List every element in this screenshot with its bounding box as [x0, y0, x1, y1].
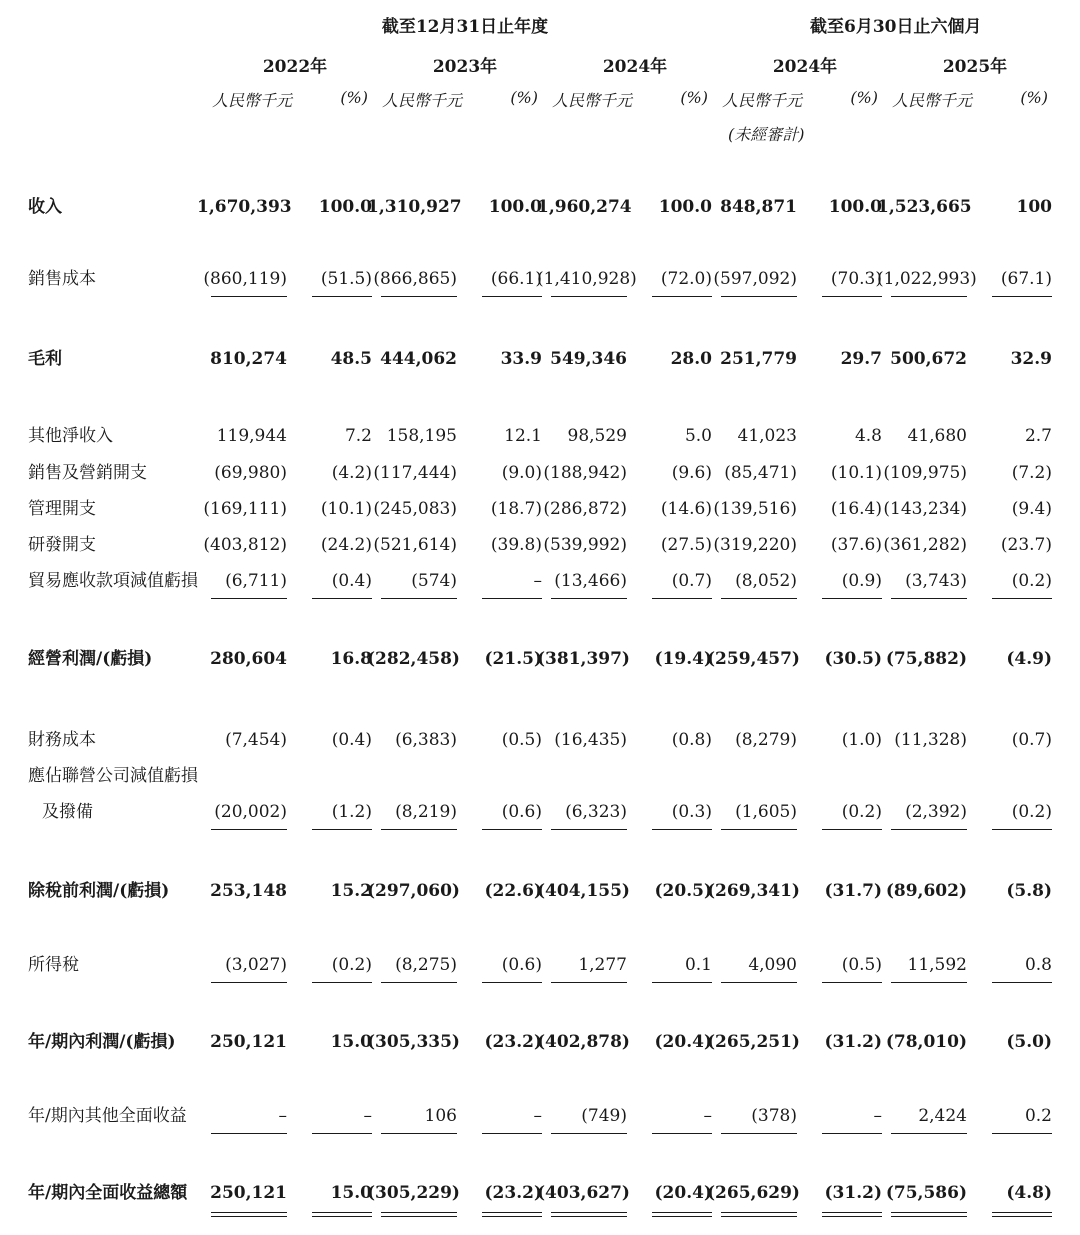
amount-cell: (8,219) — [395, 802, 457, 822]
underline — [482, 598, 542, 599]
header-year-2025-h1: 2025年 — [942, 57, 1008, 77]
percent-cell: 32.9 — [1010, 349, 1052, 369]
percent-cell: (0.4) — [331, 730, 372, 750]
percent-cell: (7.2) — [1011, 463, 1052, 483]
unit-rmb-2024-h1: 人民幣千元 — [722, 91, 803, 110]
header-year-2024-h1: 2024年 — [772, 57, 838, 77]
percent-cell: 5.0 — [684, 426, 712, 446]
percent-cell: (0.2) — [841, 802, 882, 822]
underline — [992, 982, 1052, 983]
row-label: 收入 — [28, 197, 62, 217]
amount-cell: (6,383) — [395, 730, 457, 750]
percent-cell: 0.8 — [1024, 955, 1052, 975]
percent-cell: 100.0 — [658, 197, 712, 217]
amount-cell: (89,602) — [885, 881, 967, 901]
amount-cell: 98,529 — [567, 426, 627, 446]
row-label: 所得稅 — [28, 955, 79, 975]
amount-cell: (403,812) — [203, 535, 287, 555]
amount-cell: (16,435) — [554, 730, 627, 750]
underline — [211, 829, 287, 830]
underline — [822, 296, 882, 297]
table-row-impairment-trade-receivables — [0, 566, 1080, 596]
amount-cell: (597,092) — [713, 269, 797, 289]
percent-cell: (10.1) — [830, 463, 882, 483]
amount-cell: (539,992) — [543, 535, 627, 555]
underline — [211, 598, 287, 599]
percent-cell: 15.0 — [330, 1183, 372, 1203]
underline — [381, 1133, 457, 1134]
percent-cell: (20.4) — [654, 1183, 712, 1203]
amount-cell: (866,865) — [373, 269, 457, 289]
percent-cell: 15.0 — [330, 1032, 372, 1052]
percent-cell: (37.6) — [830, 535, 882, 555]
amount-cell: (169,111) — [203, 499, 287, 519]
underline — [312, 982, 372, 983]
percent-cell: (0.7) — [1011, 730, 1052, 750]
amount-cell: (404,155) — [537, 881, 630, 901]
underline — [551, 296, 627, 297]
percent-cell: 100 — [1016, 197, 1052, 217]
percent-cell: (1.0) — [841, 730, 882, 750]
table-row-selling-expenses — [0, 458, 1080, 488]
amount-cell: (265,629) — [707, 1183, 800, 1203]
percent-cell: 12.1 — [504, 426, 542, 446]
amount-cell: (305,335) — [367, 1032, 460, 1052]
amount-cell: (574) — [411, 571, 457, 591]
underline — [381, 982, 457, 983]
double-underline — [551, 1212, 627, 1217]
percent-cell: (70.3) — [830, 269, 882, 289]
unit-rmb-2022: 人民幣千元 — [212, 91, 293, 110]
row-label: 年/期內其他全面收益 — [28, 1106, 187, 1126]
double-underline — [312, 1212, 372, 1217]
underline — [721, 598, 797, 599]
amount-cell: (20,002) — [214, 802, 287, 822]
double-underline — [721, 1212, 797, 1217]
row-label: 其他淨收入 — [28, 426, 113, 446]
percent-cell: (23.2) — [484, 1183, 542, 1203]
amount-cell: (8,052) — [735, 571, 797, 591]
row-label: 毛利 — [28, 349, 62, 369]
header-six-month-group: 截至6月30日止六個月 — [810, 17, 982, 37]
underline — [312, 296, 372, 297]
percent-cell: 100.0 — [488, 197, 542, 217]
percent-cell: (66.1) — [490, 269, 542, 289]
underline — [721, 829, 797, 830]
percent-cell: (31.2) — [824, 1183, 882, 1203]
percent-cell: 7.2 — [344, 426, 372, 446]
underline — [822, 829, 882, 830]
underline — [312, 829, 372, 830]
percent-cell: 29.7 — [840, 349, 882, 369]
underline — [992, 598, 1052, 599]
amount-cell: 810,274 — [210, 349, 287, 369]
row-label: 年/期內利潤/(虧損) — [28, 1032, 176, 1052]
percent-cell: (23.7) — [1000, 535, 1052, 555]
table-row-cost-of-sales — [0, 264, 1080, 294]
amount-cell: (2,392) — [905, 802, 967, 822]
underline — [652, 982, 712, 983]
double-underline — [482, 1212, 542, 1217]
underline — [211, 296, 287, 297]
amount-cell: (3,743) — [905, 571, 967, 591]
underline — [551, 829, 627, 830]
underline — [482, 1133, 542, 1134]
amount-cell: 1,670,393 — [197, 197, 292, 217]
amount-cell: 500,672 — [890, 349, 967, 369]
percent-cell: (0.3) — [671, 802, 712, 822]
percent-cell: 16.8 — [330, 649, 372, 669]
percent-cell: (0.6) — [501, 802, 542, 822]
percent-cell: (4.9) — [1006, 649, 1052, 669]
percent-cell: (4.2) — [331, 463, 372, 483]
unit-pct-2024-h1: (%) — [850, 88, 878, 107]
percent-cell: (51.5) — [320, 269, 372, 289]
underline — [482, 982, 542, 983]
underline — [992, 1133, 1052, 1134]
amount-cell: (378) — [751, 1106, 797, 1126]
table-row-income-tax — [0, 950, 1080, 980]
underline — [652, 829, 712, 830]
double-underline — [822, 1212, 882, 1217]
row-label: 應佔聯營公司減值虧損 — [28, 766, 198, 786]
amount-cell: (286,872) — [543, 499, 627, 519]
underline — [211, 982, 287, 983]
amount-cell: 4,090 — [748, 955, 797, 975]
percent-cell: (18.7) — [490, 499, 542, 519]
percent-cell: 100.0 — [828, 197, 882, 217]
amount-cell: (3,027) — [225, 955, 287, 975]
underline — [482, 296, 542, 297]
underline — [652, 1133, 712, 1134]
underline — [721, 982, 797, 983]
amount-cell: 251,779 — [720, 349, 797, 369]
percent-cell: (31.2) — [824, 1032, 882, 1052]
percent-cell: (0.5) — [501, 730, 542, 750]
percent-cell: 0.1 — [684, 955, 712, 975]
amount-cell: (361,282) — [883, 535, 967, 555]
row-label: 經營利潤/(虧損) — [28, 649, 153, 669]
percent-cell: (0.2) — [1011, 571, 1052, 591]
percent-cell: (9.6) — [671, 463, 712, 483]
amount-cell: (1,410,928) — [537, 269, 637, 289]
underline — [891, 829, 967, 830]
percent-cell: – — [533, 571, 542, 591]
percent-cell: (0.2) — [1011, 802, 1052, 822]
table-row-admin-expenses — [0, 494, 1080, 524]
percent-cell: (0.2) — [331, 955, 372, 975]
underline — [992, 829, 1052, 830]
header-fiscal-year-group: 截至12月31日止年度 — [381, 17, 549, 37]
underline — [312, 1133, 372, 1134]
unit-rmb-2023: 人民幣千元 — [382, 91, 463, 110]
underline — [211, 1133, 287, 1134]
double-underline — [652, 1212, 712, 1217]
amount-cell: (860,119) — [203, 269, 287, 289]
amount-cell: (139,516) — [713, 499, 797, 519]
amount-cell: (75,882) — [885, 649, 967, 669]
double-underline — [211, 1212, 287, 1217]
percent-cell: (24.2) — [320, 535, 372, 555]
amount-cell: (403,627) — [537, 1183, 630, 1203]
percent-cell: (20.4) — [654, 1032, 712, 1052]
percent-cell: 4.8 — [854, 426, 882, 446]
underline — [992, 296, 1052, 297]
underline — [551, 982, 627, 983]
unit-pct-2025-h1: (%) — [1020, 88, 1048, 107]
amount-cell: 1,310,927 — [367, 197, 462, 217]
table-row-finance-costs — [0, 725, 1080, 755]
amount-cell: 1,523,665 — [877, 197, 972, 217]
amount-cell: (78,010) — [885, 1032, 967, 1052]
amount-cell: 1,277 — [578, 955, 627, 975]
percent-cell: (19.4) — [654, 649, 712, 669]
amount-cell: (265,251) — [707, 1032, 800, 1052]
amount-cell: – — [278, 1106, 287, 1126]
percent-cell: (16.4) — [830, 499, 882, 519]
amount-cell: (269,341) — [707, 881, 800, 901]
underline — [891, 1133, 967, 1134]
amount-cell: (75,586) — [885, 1183, 967, 1203]
underline — [822, 982, 882, 983]
percent-cell: 2.7 — [1024, 426, 1052, 446]
percent-cell: (14.6) — [660, 499, 712, 519]
table-row-other-net-income — [0, 421, 1080, 451]
percent-cell: (1.2) — [331, 802, 372, 822]
table-row-profit-for-period — [0, 1027, 1080, 1057]
underline — [652, 598, 712, 599]
unit-pct-2022: (%) — [340, 88, 368, 107]
percent-cell: (22.6) — [484, 881, 542, 901]
header-year-2022: 2022年 — [262, 57, 328, 77]
amount-cell: 1,960,274 — [537, 197, 632, 217]
underline — [721, 1133, 797, 1134]
percent-cell: – — [703, 1106, 712, 1126]
percent-cell: 0.2 — [1024, 1106, 1052, 1126]
amount-cell: 11,592 — [907, 955, 967, 975]
amount-cell: (402,878) — [537, 1032, 630, 1052]
amount-cell: (13,466) — [554, 571, 627, 591]
percent-cell: (10.1) — [320, 499, 372, 519]
underline — [312, 598, 372, 599]
underline — [891, 296, 967, 297]
amount-cell: (11,328) — [894, 730, 967, 750]
amount-cell: (521,614) — [373, 535, 457, 555]
row-label: 年/期內全面收益總額 — [28, 1183, 188, 1203]
underline — [381, 598, 457, 599]
header-year-2024: 2024年 — [602, 57, 668, 77]
amount-cell: 119,944 — [216, 426, 287, 446]
amount-cell: 280,604 — [210, 649, 287, 669]
row-label: 貿易應收款項減值虧損 — [28, 571, 198, 591]
unit-pct-2024: (%) — [680, 88, 708, 107]
amount-cell: 253,148 — [210, 881, 287, 901]
double-underline — [891, 1212, 967, 1217]
amount-cell: (381,397) — [537, 649, 630, 669]
amount-cell: 41,023 — [737, 426, 797, 446]
underline — [822, 1133, 882, 1134]
amount-cell: 444,062 — [380, 349, 457, 369]
underline — [551, 1133, 627, 1134]
amount-cell: (1,605) — [735, 802, 797, 822]
percent-cell: (5.8) — [1006, 881, 1052, 901]
percent-cell: (0.8) — [671, 730, 712, 750]
row-label: 財務成本 — [28, 730, 96, 750]
amount-cell: (749) — [581, 1106, 627, 1126]
percent-cell: – — [873, 1106, 882, 1126]
percent-cell: 33.9 — [500, 349, 542, 369]
double-underline — [992, 1212, 1052, 1217]
amount-cell: (7,454) — [225, 730, 287, 750]
underline — [721, 296, 797, 297]
amount-cell: (8,279) — [735, 730, 797, 750]
percent-cell: (27.5) — [660, 535, 712, 555]
percent-cell: (9.4) — [1011, 499, 1052, 519]
percent-cell: (0.4) — [331, 571, 372, 591]
amount-cell: (319,220) — [713, 535, 797, 555]
percent-cell: – — [363, 1106, 372, 1126]
underline — [652, 296, 712, 297]
row-label: 銷售及營銷開支 — [28, 463, 147, 483]
header-year-2023: 2023年 — [432, 57, 498, 77]
amount-cell: (245,083) — [373, 499, 457, 519]
percent-cell: (30.5) — [824, 649, 882, 669]
underline — [822, 598, 882, 599]
underline — [482, 829, 542, 830]
percent-cell: 15.2 — [330, 881, 372, 901]
row-label: 除稅前利潤/(虧損) — [28, 881, 170, 901]
amount-cell: (117,444) — [373, 463, 457, 483]
percent-cell: (20.5) — [654, 881, 712, 901]
percent-cell: (4.8) — [1006, 1183, 1052, 1203]
amount-cell: (8,275) — [395, 955, 457, 975]
underline — [891, 598, 967, 599]
percent-cell: 48.5 — [330, 349, 372, 369]
amount-cell: (6,323) — [565, 802, 627, 822]
amount-cell: 41,680 — [907, 426, 967, 446]
underline — [381, 829, 457, 830]
amount-cell: (259,457) — [707, 649, 800, 669]
row-label: 及撥備 — [42, 802, 93, 822]
double-underline — [381, 1212, 457, 1217]
unit-pct-2023: (%) — [510, 88, 538, 107]
table-row-gross-profit — [0, 344, 1080, 374]
amount-cell: 158,195 — [386, 426, 457, 446]
percent-cell: (72.0) — [660, 269, 712, 289]
row-label: 研發開支 — [28, 535, 96, 555]
table-row-operating-profit — [0, 644, 1080, 674]
amount-cell: (6,711) — [225, 571, 287, 591]
table-row-total-comprehensive-income — [0, 1178, 1080, 1208]
percent-cell: 28.0 — [670, 349, 712, 369]
unaudited-note: (未經審計) — [728, 125, 805, 144]
unit-rmb-2025-h1: 人民幣千元 — [892, 91, 973, 110]
amount-cell: (282,458) — [367, 649, 460, 669]
underline — [551, 598, 627, 599]
percent-cell: (31.7) — [824, 881, 882, 901]
percent-cell: (21.5) — [484, 649, 542, 669]
percent-cell: (0.5) — [841, 955, 882, 975]
percent-cell: 100.0 — [318, 197, 372, 217]
amount-cell: 2,424 — [918, 1106, 967, 1126]
table-row-associate-impairment-line1 — [0, 761, 1080, 791]
amount-cell: 250,121 — [210, 1183, 287, 1203]
underline — [891, 982, 967, 983]
percent-cell: (39.8) — [490, 535, 542, 555]
amount-cell: (188,942) — [543, 463, 627, 483]
amount-cell: (69,980) — [214, 463, 287, 483]
amount-cell: 549,346 — [550, 349, 627, 369]
percent-cell: (9.0) — [501, 463, 542, 483]
underline — [381, 296, 457, 297]
amount-cell: 106 — [424, 1106, 457, 1126]
amount-cell: (109,975) — [883, 463, 967, 483]
table-row-rd-expenses — [0, 530, 1080, 560]
row-label: 銷售成本 — [28, 269, 96, 289]
amount-cell: (305,229) — [367, 1183, 460, 1203]
amount-cell: (297,060) — [367, 881, 460, 901]
amount-cell: (85,471) — [724, 463, 797, 483]
unit-rmb-2024: 人民幣千元 — [552, 91, 633, 110]
row-label: 管理開支 — [28, 499, 96, 519]
percent-cell: (0.9) — [841, 571, 882, 591]
percent-cell: (0.6) — [501, 955, 542, 975]
percent-cell: (0.7) — [671, 571, 712, 591]
amount-cell: 250,121 — [210, 1032, 287, 1052]
amount-cell: 848,871 — [720, 197, 797, 217]
amount-cell: (1,022,993) — [877, 269, 977, 289]
table-row-profit-before-tax — [0, 876, 1080, 906]
amount-cell: (143,234) — [883, 499, 967, 519]
table-row-revenue — [0, 192, 1080, 222]
percent-cell: (23.2) — [484, 1032, 542, 1052]
table-row-associate-impairment-line2 — [0, 797, 1080, 827]
percent-cell: – — [533, 1106, 542, 1126]
table-row-other-comprehensive-income — [0, 1101, 1080, 1131]
percent-cell: (5.0) — [1006, 1032, 1052, 1052]
percent-cell: (67.1) — [1000, 269, 1052, 289]
